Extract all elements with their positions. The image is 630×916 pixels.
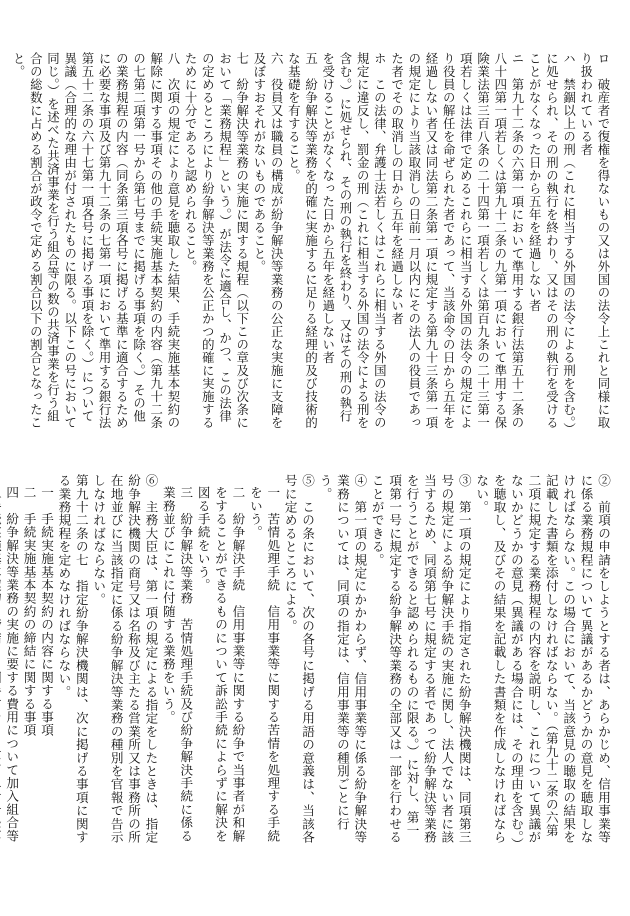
- definition-2: 二 紛争解決手続 信用事業等に関する紛争で当事者が和解をすることができるものについて訴訟手続によらずに解決を図る手続をいう。: [195, 486, 246, 843]
- item-ha: ハ 禁錮以上の刑（これに相当する外国の法令による刑を含む。）に処せられ、その刑の執行を終わり、又はその刑の執行を受けることがなくなった日から五年を経過しない者: [527, 52, 577, 430]
- item-5: 五 紛争解決等業務を的確に実施するに足りる経理的及び技術的な基礎を有すること。: [286, 52, 319, 429]
- item-ho: ホ この法律、弁護士法若しくはこれらに相当する外国の法令の規定に違反し、罰金の刑（これに相当する外国の法令による刑を含む。）に処せられ、その刑の執行を終わり、又はその刑の執行を受けることがなくなった日から五年を経過しない者: [320, 52, 388, 429]
- rule-item-2: 二 手続実施基本契約の締結に関する事項: [21, 486, 37, 737]
- upper-text-band: [11, 52, 612, 430]
- paragraph-2: ② 前項の申請をしようとする者は、あらかじめ、信用事業等に係る業務規程について異議があるかどうかの意見を聴取しなければならない。この場合において、当該意見の聴取の結果を記載した書類を添付しなければならない。（第九十二条の六第二項に規定する業務規程の内容を説明し、これについて異議がないかどうかの意見（異議がある場合には、その理由を含む。）を聴取し、及びその結果を記載した書類を作成しなければならない。: [474, 474, 611, 845]
- item-ni: ニ 第九十二条の六第一項において準用する銀行法第五十二条の八十四第一項若しくは第九十二条の九第一項において準用する保険業法第三百八条の二十四第一項若しくは第百九条の二十三第一項若しくは法律で定めるこれらに相当する外国の法令の規定により役員の解任を命ぜられた者であって、当該命令の日から五年を経過しない者又は同法第二条第一項に規定する第九十三条第一項の規定により当該取消しの日前一月以内にその法人の役員であった者でその取消しの日から五年を経過しない者: [389, 52, 525, 429]
- upper-vertical-text: [11, 52, 612, 430]
- rule-item-1: 一 手続実施基本契約の内容に関する事項: [39, 486, 54, 737]
- definition-1: 一 苦情処理手続 信用事業等に関する苦情を処理する手続をいう。: [247, 486, 281, 843]
- item-7: 七 紛争解決等業務の実施に関する規程（以下この章及び次条において「業務規程」という。）が法令に適合し、かつ、この法律の定めるところにより紛争解決等業務を公正かつ的確に実施するために十分であると認められること。: [183, 52, 250, 429]
- item-8: 八 次項の規定により意見を聴取した結果、手続実施基本契約の解除に関する事項その他の手続実施基本契約の内容（第九十二条の七第二項第一号から第七号までに掲げる事項を除く。）その他の業務規程の内容（同条第三項各号に掲げる基準に適合するために必要な事項及び第九十二条の七第一項において準用する銀行法第五十二条の六十七第一項各号に掲げる事項を除く。）について異議（合理的な理由が付されたものに限る。以下この号において同じ。）を述べた共済事業を行う組合等の数の共済事業を行う組合の総数に占める割合が政令で定める割合以下の割合となったこと。: [11, 52, 181, 429]
- paragraph-3: ③ 第一項の規定により指定された紛争解決機関は、同項第三号の規定による紛争解決手続の実施に関し、法人でない者に該当するため、同項第七号に規定する者であって紛争解決等業務を行うことができると認められるものに限る。）に対し、第一項第一号に規定する紛争解決等業務の全部又は一部を行わせることができる。: [369, 474, 472, 844]
- item-6: 六 役員又は職員の構成が紛争解決等業務の公正な実施に支障を及ぼすおそれがないものであること。: [251, 52, 285, 429]
- paragraph-5: ⑤ この条において、次の各号に掲げる用語の意義は、当該各号に定めるところによる。: [282, 474, 316, 844]
- paragraph-6: ⑥ 主務大臣は、第一項の規定による指定をしたときは、指定紛争解決機関の商号又は名称及び主たる営業所又は事務所の所在地並びに当該指定に係る紛争解決等業務の種別を官報で告示しなければならない。: [91, 474, 159, 844]
- rule-item-4: 四 紛争解決等業務の実施に要する費用について加入組合等: [4, 486, 20, 843]
- article-92-7: 第九十二条の七 指定紛争解決機関は、次に掲げる事項に関する業務規程を定めなければならない。: [56, 474, 89, 844]
- lower-text-band: [4, 474, 612, 846]
- lower-vertical-text: [4, 474, 612, 846]
- item-ro: ロ 破産者で復権を得ないもの又は外国の法令上これと同様に取り扱われている者: [578, 52, 611, 429]
- definition-3: 三 紛争解決等業務 苦情処理手続及び紛争解決手続に係る業務並びにこれに付随する業務をいう。: [160, 486, 194, 843]
- paragraph-4: ④ 第一項の規定にかかわらず、信用事業等に係る紛争解決等業務については、同項の指定は、信用事業等の種別ごとに行う。: [317, 474, 368, 844]
